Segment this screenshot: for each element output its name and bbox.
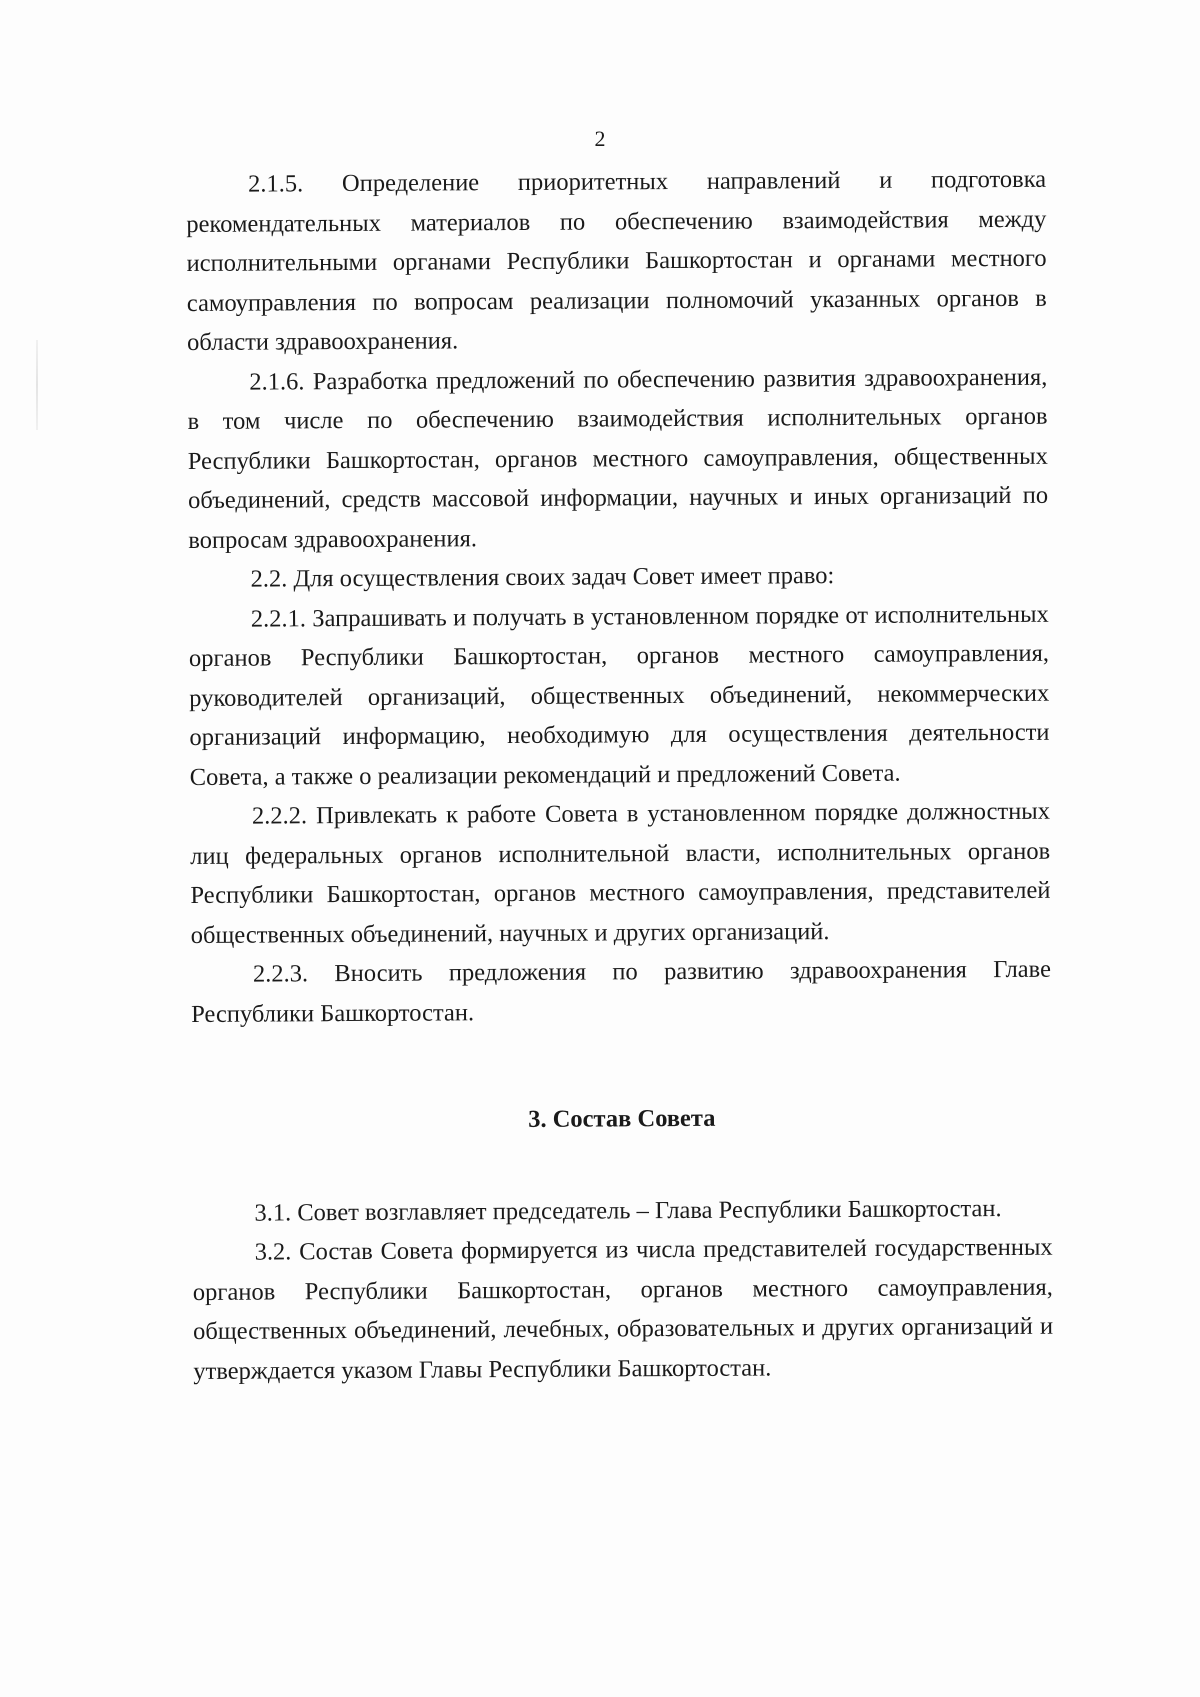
paragraph-3-2: 3.2. Состав Совета формируется из числа представителей государственных органов Республики Башкортостан, органов местного самоуправления, общественных объединений, лечебных, образовательных и других организаций и утверждается указом Главы Республики Башкортостан.: [192, 1233, 1054, 1385]
document-body: [186, 160, 1053, 1391]
section-heading: 3. Состав Совета: [528, 1104, 716, 1133]
paragraph-2-1-5: 2.1.5. Определение приоритетных направлений и подготовка рекомендательных материалов по обеспечению взаимодействия между исполнительными органами Республики Башкортостан и органами местного самоуправления по вопросам реализации полномочий указанных органов в области здравоохранения.: [186, 165, 1047, 356]
paragraph-2-2: 2.2. Для осуществления своих задач Совет имеет право:: [250, 562, 835, 593]
paragraph-2-2-1: 2.2.1. Запрашивать и получать в установленном порядке от исполнительных органов Республики Башкортостан, органов местного самоуправления, руководителей организаций, общественных объединений, некоммерческих организаций информацию, необходимую для осуществления деятельности Совета, а также о реализации рекомендаций и предложений Совета.: [188, 600, 1050, 791]
paragraph-2-2-3: 2.2.3. Вносить предложения по развитию здравоохранения Главе Республики Башкортостан.: [191, 955, 1052, 1028]
scan-binder-mark: [36, 340, 38, 430]
paragraph-2-2-2: 2.2.2. Привлекать к работе Совета в установленном порядке должностных лиц федеральных органов исполнительной власти, исполнительных органов Республики Башкортостан, органов местного самоуправления, представителей общественных объединений, научных и других организаций.: [190, 797, 1051, 949]
paragraph-3-1: 3.1. Совет возглавляет председатель – Глава Республики Башкортостан.: [254, 1194, 1002, 1227]
paragraph-2-1-6: 2.1.6. Разработка предложений по обеспечению развития здравоохранения, в том числе по обеспечению взаимодействия исполнительных органов Республики Башкортостан, органов местного самоуправления, общественных объединений, средств массовой информации, научных и иных организаций по вопросам здравоохранения.: [187, 363, 1049, 554]
page-number: 2: [594, 126, 606, 151]
